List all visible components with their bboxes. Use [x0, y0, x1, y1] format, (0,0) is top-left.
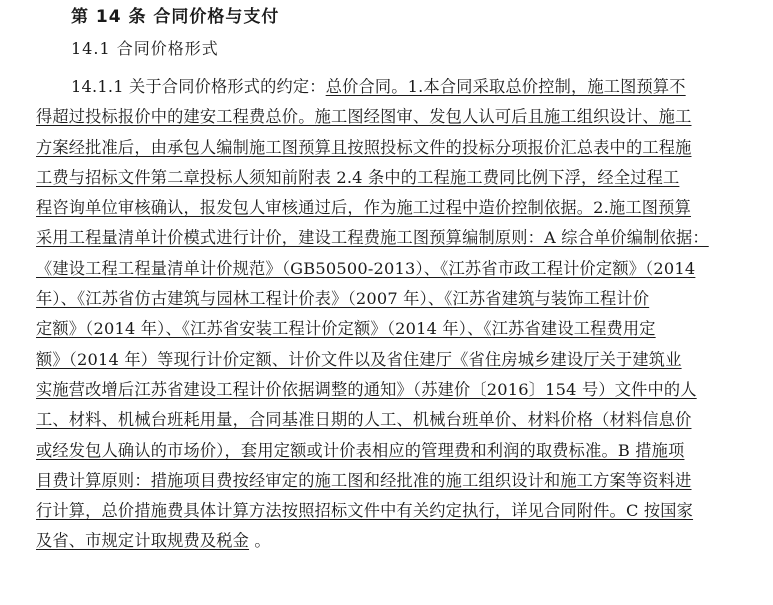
underlined-text: 及省、市规定计取规费及税金 — [36, 531, 250, 551]
paragraph-line — [36, 314, 726, 344]
clause-paragraph — [36, 72, 726, 557]
underlined-text: 得超过投标报价中的建安工程费总价。施工图经图审、发包人认可后且施工组织设计、施工 — [36, 107, 692, 127]
underlined-text: 方案经批准后，由承包人编制施工图预算且按照投标文件的投标分项报价汇总表中的工程施 — [36, 137, 692, 157]
underlined-text: 工、材料、机械台班耗用量，合同基准日期的人工、机械台班单价、材料价格（材料信息价 — [36, 410, 692, 430]
underlined-text: 采用工程量清单计价模式进行计价，建设工程费施工图预算编制原则：A 综合单价编制依据： — [36, 228, 709, 248]
paragraph-line — [36, 133, 726, 163]
underlined-text: 定额》（2014 年）、《江苏省安装工程计价定额》（2014 年）、《江苏省建设工程费用定 — [36, 319, 656, 339]
underlined-text: 年）、《江苏省仿古建筑与园林工程计价表》（2007 年）、《江苏省建筑与装饰工程计价 — [36, 289, 650, 309]
underlined-text: 工费与招标文件第二章投标人须知前附表 2.4 条中的工程施工费同比例下浮，经全过程工 — [36, 167, 680, 187]
paragraph-line — [36, 284, 726, 314]
section-subheading: 14.1 合同价格形式 — [71, 39, 219, 58]
paragraph-line — [36, 496, 726, 526]
paragraph-line — [36, 254, 726, 284]
paragraph-lead: 14.1.1 关于合同价格形式的约定： — [71, 77, 326, 96]
clause-heading: 第 14 条 合同价格与支付 — [71, 7, 280, 27]
paragraph-line — [36, 72, 726, 102]
paragraph-line — [36, 163, 726, 193]
paragraph-line — [36, 223, 726, 253]
paragraph-line — [36, 436, 726, 466]
paragraph-line — [36, 375, 726, 405]
underlined-text: 目费计算原则：措施项目费按经审定的施工图和经批准的施工组织设计和施工方案等资料进 — [36, 470, 692, 490]
paragraph-line — [36, 102, 726, 132]
paragraph-line — [36, 345, 726, 375]
paragraph-line — [36, 526, 726, 556]
underlined-text: 实施营改增后江苏省建设工程计价依据调整的通知》（苏建价〔2016〕154 号）文件中的人 — [36, 379, 697, 399]
paragraph-line — [36, 193, 726, 223]
underlined-text: 行计算，总价措施费具体计算方法按照招标文件中有关约定执行，详见合同附件。C 按国家 — [36, 501, 694, 521]
paragraph-end-mark: 。 — [249, 531, 271, 551]
underlined-text: 总价合同。1.本合同采取总价控制，施工图预算不 — [325, 77, 686, 96]
underlined-text: 额》（2014 年）等现行计价定额、计价文件以及省住建厅《省住房城乡建设厅关于建筑业 — [36, 349, 682, 369]
underlined-text: 或经发包人确认的市场价），套用定额或计价表相应的管理费和利润的取费标准。B 措施项 — [36, 440, 685, 460]
underlined-text: 《建设工程工程量清单计价规范》（GB50500-2013）、《江苏省市政工程计价定额》（2014 — [36, 258, 696, 278]
paragraph-line — [36, 466, 726, 496]
underlined-text: 程咨询单位审核确认，报发包人审核通过后，作为施工过程中造价控制依据。2.施工图预算 — [36, 198, 691, 218]
paragraph-line — [36, 405, 726, 435]
